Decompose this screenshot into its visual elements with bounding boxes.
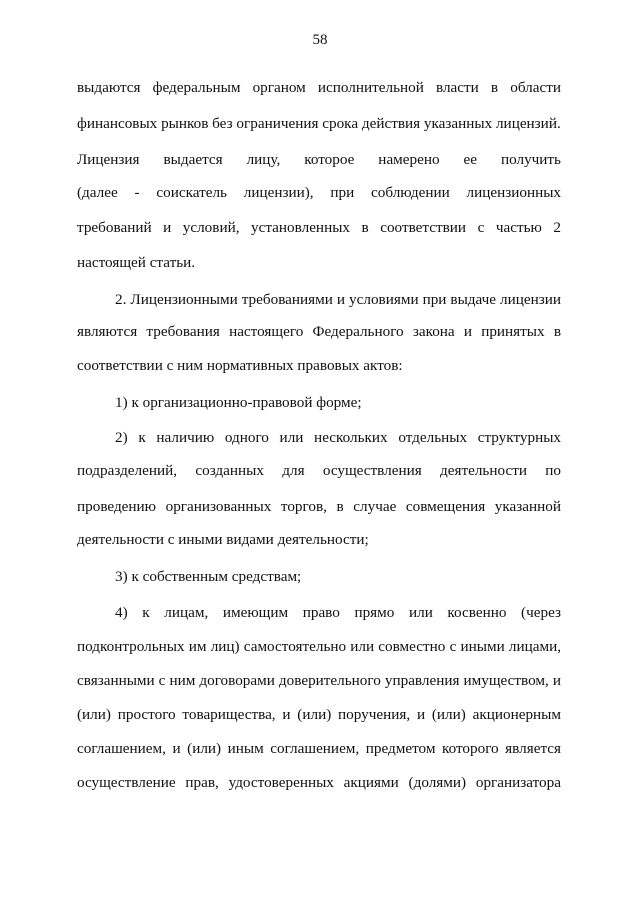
text-line: 2) к наличию одного или нескольких отдельных структурных	[115, 429, 561, 446]
text-line: осуществление прав, удостоверенных акциями (долями) организатора	[77, 774, 561, 791]
text-line: деятельности с иными видами деятельности;	[77, 531, 369, 548]
text-line: соглашением, и (или) иным соглашением, предметом которого является	[77, 740, 561, 757]
text-line: настоящей статьи.	[77, 254, 196, 271]
text-line: 2. Лицензионными требованиями и условиями при выдаче лицензии	[115, 291, 561, 308]
text-line: подконтрольных им лиц) самостоятельно или совместно с иными лицами,	[77, 638, 561, 655]
text-line: связанными с ним договорами доверительного управления имуществом, и	[77, 672, 561, 689]
text-line: Лицензия выдается лицу, которое намерено ее получить	[77, 151, 561, 168]
text-line: 1) к организационно-правовой форме;	[115, 394, 362, 411]
text-line: выдаются федеральным органом исполнительной власти в области	[77, 79, 561, 96]
text-line: проведению организованных торгов, в случае совмещения указанной	[77, 498, 561, 515]
page-number: 58	[312, 32, 328, 48]
text-line: соответствии с ним нормативных правовых актов:	[77, 357, 403, 374]
text-line: финансовых рынков без ограничения срока действия указанных лицензий.	[77, 115, 561, 132]
text-line: подразделений, созданных для осуществления деятельности по	[77, 462, 561, 479]
text-line: являются требования настоящего Федерального закона и принятых в	[77, 323, 561, 340]
text-line: (далее - соискатель лицензии), при соблюдении лицензионных	[77, 184, 561, 201]
text-line: 4) к лицам, имеющим право прямо или косвенно (через	[115, 604, 561, 621]
text-line: 3) к собственным средствам;	[115, 568, 302, 585]
text-line: (или) простого товарищества, и (или) поручения, и (или) акционерным	[77, 706, 561, 723]
text-line: требований и условий, установленных в соответствии с частью 2	[77, 219, 561, 236]
